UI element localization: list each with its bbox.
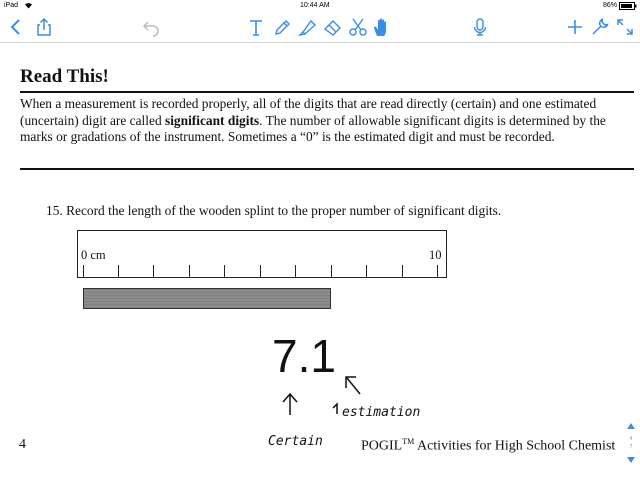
estimation-arrow (346, 377, 360, 394)
paragraph-text-start: When a measurement is recorded properly, all of the digits that are read directly (certain) and one estimated (uncertain) digit are called (20, 96, 597, 128)
battery-percent: 86% (603, 2, 618, 9)
certain-label: Certain (268, 434, 323, 449)
footer-brand: POGIL (361, 438, 403, 454)
clock: 10:44 AM (300, 2, 330, 9)
estimation-label: estimation (342, 405, 421, 420)
ruler-end-label: 10 (429, 248, 442, 262)
svg-text:7: 7 (629, 444, 633, 450)
carrier-label: iPad (4, 2, 19, 9)
trademark: TM (402, 437, 415, 446)
page-number: 4 (19, 437, 26, 452)
certain-arrow (283, 394, 297, 415)
ruler-start-label: 0 cm (81, 248, 106, 262)
section-heading: Read This! (20, 66, 109, 87)
footer-subtitle: Activities for High School Chemist (414, 438, 616, 454)
paragraph-text-end: . The number of allowable significant digits is determined by the marks or gradations of the instrument. Sometimes a “0” is the estimated digit and must be recorded. (20, 112, 606, 145)
paragraph-bold-term: significant digits (165, 112, 260, 128)
svg-text:4: 4 (629, 436, 633, 442)
answer-handwriting: 7.1 (272, 330, 336, 382)
digit-one-mark (333, 404, 337, 414)
question-15: 15. Record the length of the wooden splint to the proper number of significant digits. (46, 203, 502, 218)
footer-title (361, 437, 615, 455)
page-scroller[interactable] (624, 420, 638, 466)
